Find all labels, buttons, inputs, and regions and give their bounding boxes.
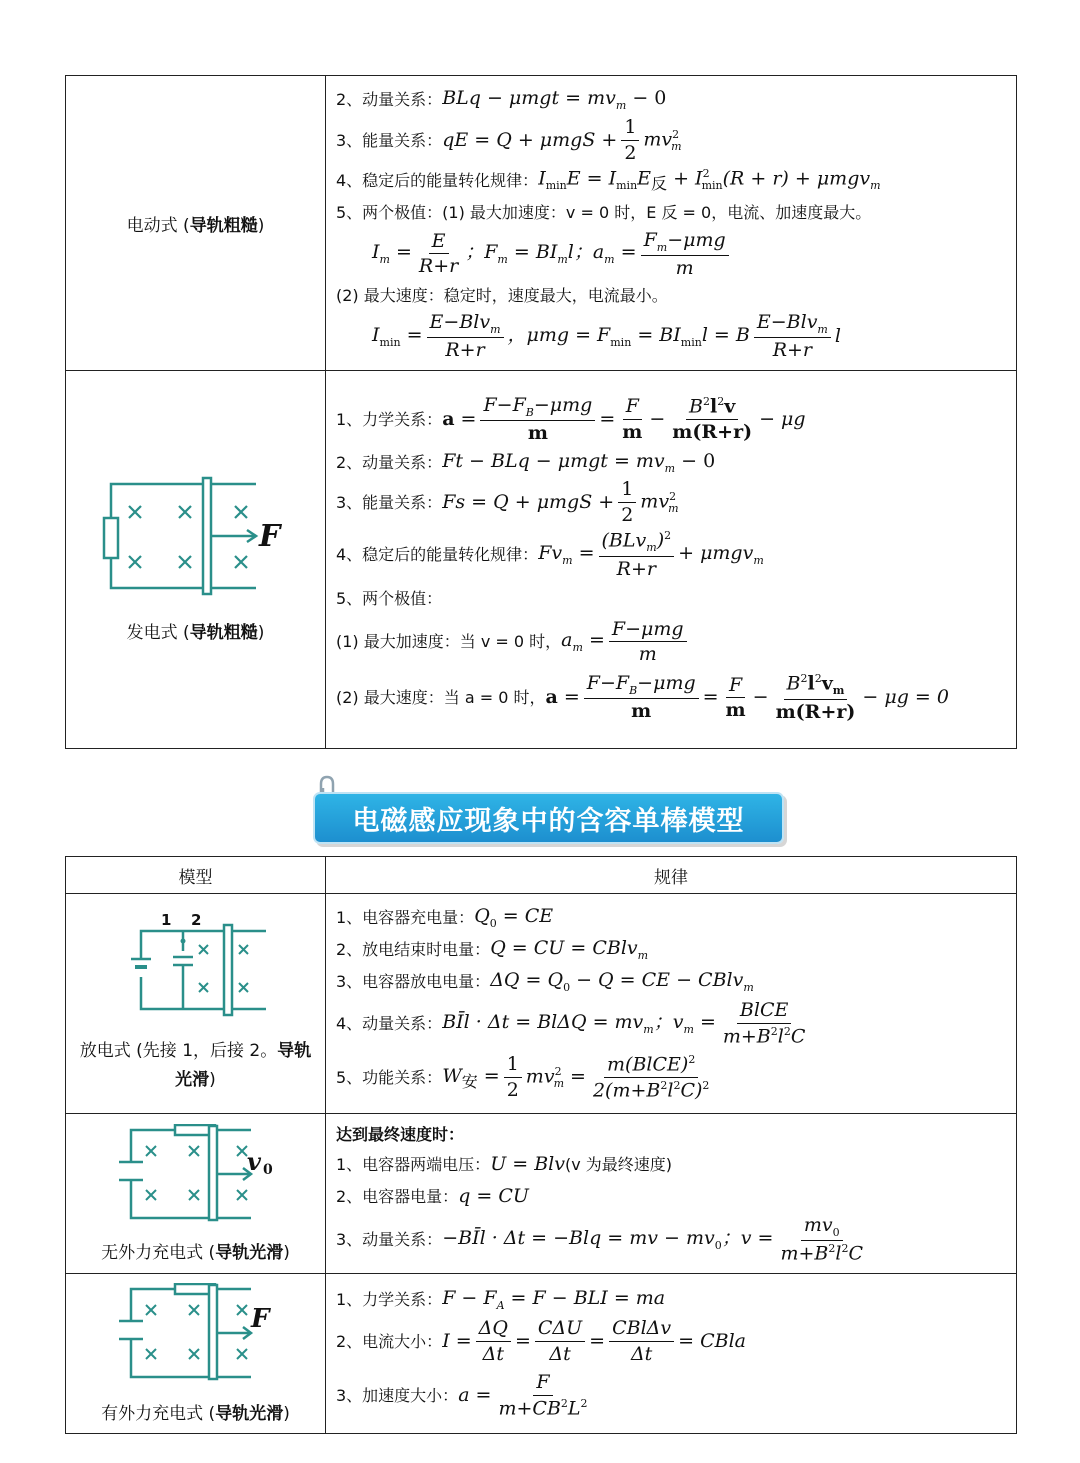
model-cell bbox=[66, 894, 326, 1114]
rule-label: (1) 最大加速度：当 v = 0 时， bbox=[336, 632, 562, 652]
rule-line bbox=[336, 229, 1006, 280]
rule-line bbox=[336, 1284, 1006, 1316]
model-caption bbox=[66, 1399, 325, 1424]
formula: a = bbox=[458, 1384, 492, 1407]
rule-label: 5、功能关系： bbox=[336, 1067, 443, 1087]
formula: − μg bbox=[759, 407, 806, 430]
formula: q = CU bbox=[458, 1185, 529, 1208]
formula: ；$F_m = BI_ml$；$a_m$ = bbox=[465, 241, 637, 267]
rule-line bbox=[336, 1213, 1006, 1267]
force-label: F bbox=[250, 1304, 269, 1334]
caption-bold: 导轨粗糙 bbox=[189, 623, 258, 643]
rule-cell bbox=[326, 1274, 1017, 1434]
rule-label: 4、稳定后的能量转化规律： bbox=[336, 170, 539, 190]
fraction: $\frac{\Delta Q}{\Delta t}$ bbox=[476, 1317, 511, 1366]
fraction: $\frac{F-F_B-\mu mg}{m}$ bbox=[584, 672, 699, 723]
table-row bbox=[66, 1114, 1017, 1274]
caption-text: ) bbox=[257, 215, 265, 236]
rule-line bbox=[336, 1050, 1006, 1106]
formula: Q = CU = CBlv$_m$ bbox=[490, 937, 649, 962]
caption-bold: 导轨光滑 bbox=[215, 1243, 284, 1263]
table-row bbox=[66, 371, 1017, 749]
rule-line bbox=[336, 583, 1006, 615]
rule-label: 2、放电结束时电量： bbox=[336, 939, 491, 959]
section-title: 电磁感应现象中的含容单棒模型 bbox=[352, 805, 745, 837]
rule-line: 2、电流大小： I = $\frac{\Delta Q}{\Delta t}$ = $\frac{\text{CΔU}}{\Delta t}$ = $\frac{\text{CBlΔv}}{\Delta t}$ = CBla bbox=[336, 1317, 747, 1365]
formula: $I_{min}E = I_{min}E_反 + I^2_{min}(R + r) + \mu mgv_m$ bbox=[538, 167, 881, 194]
rule-line bbox=[336, 1121, 1006, 1149]
formula: $W_安$ = bbox=[442, 1064, 500, 1091]
fraction: $\frac{F}{m}$ bbox=[622, 394, 643, 443]
formula: $I_{min}$ = bbox=[372, 324, 423, 349]
rule-line bbox=[336, 165, 1006, 197]
formula: $\Delta Q = Q_0 - Q$ = CE − CBlv$_m$ bbox=[490, 969, 754, 994]
fraction: $\frac{mv_0}{m+B^2l^2C}$ bbox=[780, 1213, 863, 1265]
fraction: $\frac{F}{m+CB^2L^2}$ bbox=[498, 1371, 588, 1420]
fraction: $\frac{E-Blv_m}{R+r}$ bbox=[754, 311, 831, 362]
velocity-subscript: 0 bbox=[262, 1162, 273, 1178]
fraction: $\frac{(BLv_m)^2}{R+r}$ bbox=[599, 529, 675, 580]
header-rule: 规律 bbox=[326, 857, 1017, 894]
formula: $mv^2_m$ bbox=[640, 489, 679, 515]
rule-label: 3、动量关系： bbox=[336, 1229, 443, 1249]
caption-bold: 光滑 bbox=[175, 1069, 210, 1090]
formula: $a_m$ = bbox=[561, 629, 605, 655]
caption-bold: 导轨光滑 bbox=[215, 1404, 284, 1424]
fraction: $\frac{F}{m}$ bbox=[725, 673, 746, 722]
rule-line: 1、力学关系： a = $\frac{F-F_B-\mu mg}{m}$ = $\frac{F}{m}$ − $\frac{B^2l^2v}{m(R+r)}$ − μg bbox=[336, 393, 806, 444]
rule-line bbox=[336, 116, 1006, 165]
rule-cell bbox=[326, 1114, 1017, 1274]
fraction: $\frac{\text{F−μmg}}{m}$ bbox=[609, 618, 687, 667]
caption-text: 发电式 ( bbox=[126, 623, 190, 643]
caption-text: 放电式 (先接 1，后接 2。 bbox=[79, 1040, 278, 1061]
rule-cell bbox=[326, 76, 1017, 371]
rule-line bbox=[336, 197, 1006, 229]
no-external-force-circuit-diagram bbox=[111, 1124, 281, 1224]
fraction: $\frac{1}{2}$ bbox=[618, 478, 636, 527]
formula: BĪl · $\Delta t = Bl\Delta Q = mv_m$；$v_m$ = bbox=[442, 1011, 716, 1036]
fraction: $\frac{E-Blv_m}{R+r}$ bbox=[427, 311, 504, 362]
header-model: 模型 bbox=[66, 857, 326, 894]
formula: + μmgv$_m$ bbox=[678, 542, 764, 568]
rule-line bbox=[336, 1149, 1006, 1181]
rule-line bbox=[336, 446, 1006, 478]
fraction: $\frac{\text{BlCE}}{m+B^2l^2C}$ bbox=[722, 999, 806, 1048]
fraction: $\frac{1}{2}$ bbox=[504, 1053, 522, 1102]
formula: $mv^2_m$ = bbox=[525, 1064, 586, 1090]
formula: qE = Q + μmgS + bbox=[442, 128, 618, 151]
rule-label: 5、两个极值：(1) 最大加速度：v = 0 时，E 反 = 0，电流、加速度最大。 bbox=[336, 202, 872, 222]
formula: BLq − $\mu mgt = mv_m - 0$ bbox=[442, 87, 667, 113]
rule-label: 5、两个极值： bbox=[336, 589, 443, 609]
fraction: $\frac{1}{2}$ bbox=[621, 116, 639, 165]
rule-line bbox=[336, 84, 1006, 116]
rule-line bbox=[336, 279, 1006, 311]
fraction: $\frac{F-F_B-\mu mg}{m}$ bbox=[480, 394, 595, 445]
model-cell bbox=[66, 76, 326, 371]
rule-cell bbox=[326, 371, 1017, 749]
formula: = CBla bbox=[678, 1330, 747, 1353]
formula: $Q_0$ = CE bbox=[474, 905, 554, 930]
rule-label: 2、电容器电量： bbox=[336, 1186, 459, 1206]
rule-label: 4、稳定后的能量转化规律： bbox=[336, 545, 539, 565]
external-force-circuit-diagram bbox=[111, 1283, 281, 1383]
rule-label: 2、动量关系： bbox=[336, 90, 443, 110]
model-caption bbox=[66, 618, 325, 643]
rule-line bbox=[336, 934, 1006, 966]
formula: $I_m$ = bbox=[372, 241, 412, 267]
caption-text: 电动式 ( bbox=[126, 215, 190, 236]
model-cell bbox=[66, 1274, 326, 1434]
caption-text: ) bbox=[257, 623, 265, 643]
rule-label: (2) 最大速度：当 a = 0 时， bbox=[336, 688, 546, 708]
switch-label-2: 2 bbox=[190, 912, 201, 929]
rule-line bbox=[336, 478, 1006, 527]
table-row bbox=[66, 894, 1017, 1114]
model-cell bbox=[66, 371, 326, 749]
velocity-label: v bbox=[246, 1147, 261, 1176]
rule-label: 3、加速度大小： bbox=[336, 1385, 459, 1405]
rule-label: 3、能量关系： bbox=[336, 130, 443, 150]
section-title-banner bbox=[313, 792, 784, 844]
table-row bbox=[66, 1274, 1017, 1434]
force-label: F bbox=[258, 519, 280, 554]
fraction: $\frac{m(BlCE)^2}{2(m+B^2l^2C)^2}$ bbox=[592, 1052, 710, 1102]
caption-bold: 导轨粗糙 bbox=[189, 215, 258, 236]
rule-label: 1、力学关系： bbox=[336, 1289, 443, 1309]
rule-label: 1、力学关系： bbox=[336, 409, 443, 429]
fraction: $\frac{\text{CΔU}}{\Delta t}$ bbox=[535, 1317, 585, 1366]
caption-text: 无外力充电式 ( bbox=[101, 1243, 216, 1263]
rule-line: (2) 最大速度：当 a = 0 时， a = $\frac{F-F_B-\mu mg}{m}$ = $\frac{F}{m}$ − $\frac{B^2l^2v_m}{m(R+r)}$ − μg = 0 bbox=[336, 672, 949, 723]
caption-bold: 导轨 bbox=[277, 1040, 312, 1061]
generator-circuit-diagram bbox=[101, 476, 291, 596]
formula: ，$\mu mg = F_{min} = BI_{min}l = B$ bbox=[507, 324, 750, 349]
rule-label: 1、电容器充电量： bbox=[336, 907, 475, 927]
rule-line bbox=[336, 902, 1006, 934]
rule-line bbox=[336, 1181, 1006, 1213]
rule-label: 2、动量关系： bbox=[336, 452, 443, 472]
fraction: $\frac{\text{CBlΔv}}{\Delta t}$ bbox=[609, 1317, 674, 1366]
table-upper bbox=[65, 75, 1017, 749]
fraction: $\frac{F_m-\mu mg}{m}$ bbox=[641, 229, 729, 280]
rule-label: 3、能量关系： bbox=[336, 492, 443, 512]
rule-label: 2、电流大小： bbox=[336, 1331, 443, 1351]
rule-line bbox=[336, 1368, 1006, 1424]
model-cell bbox=[66, 1114, 326, 1274]
rule-heading: 达到最终速度时： bbox=[336, 1124, 465, 1144]
caption-text: ) bbox=[209, 1069, 216, 1090]
switch-label-1: 1 bbox=[160, 912, 171, 929]
formula: $mv^2_m$ bbox=[643, 127, 682, 153]
fraction: $\frac{B^2l^2v}{m(R+r)}$ bbox=[672, 394, 753, 443]
fraction: $\frac{B^2l^2v_m}{m(R+r)}$ bbox=[775, 672, 856, 723]
formula: a bbox=[442, 407, 455, 430]
formula: $Fv_m$ = bbox=[538, 542, 595, 568]
rule-label: 4、动量关系： bbox=[336, 1013, 443, 1033]
caption-text: ) bbox=[283, 1404, 290, 1424]
rule-note: (v 为最终速度) bbox=[564, 1154, 673, 1174]
formula: Ft − BLq − $\mu mgt = mv_m - 0$ bbox=[442, 449, 716, 475]
formula: a bbox=[545, 686, 558, 709]
formula: I = bbox=[442, 1330, 472, 1353]
rule-line bbox=[336, 615, 1006, 669]
model-caption bbox=[66, 1037, 325, 1095]
rule-line bbox=[336, 527, 1006, 583]
formula: − μg = 0 bbox=[862, 686, 949, 709]
rule-label: 1、电容器两端电压： bbox=[336, 1154, 491, 1174]
rule-line bbox=[336, 998, 1006, 1050]
fraction: $\frac{E}{R+r}$ bbox=[418, 229, 459, 278]
model-caption bbox=[66, 1238, 325, 1263]
rule-line bbox=[336, 966, 1006, 998]
rule-line bbox=[336, 311, 1006, 362]
formula: l bbox=[834, 325, 841, 348]
formula: U = Blv bbox=[490, 1153, 565, 1176]
table-lower bbox=[65, 856, 1017, 1434]
rule-label: 3、电容器放电电量： bbox=[336, 971, 491, 991]
caption-text: 有外力充电式 ( bbox=[101, 1404, 216, 1424]
model-caption bbox=[66, 211, 325, 236]
table-row bbox=[66, 76, 1017, 371]
table-header-row bbox=[66, 857, 1017, 894]
discharge-circuit-diagram bbox=[121, 913, 271, 1023]
rule-cell bbox=[326, 894, 1017, 1114]
rule-label: (2) 最大速度：稳定时，速度最大，电流最小。 bbox=[336, 285, 668, 305]
formula: Fs = Q + μmgS + bbox=[442, 491, 615, 514]
formula: $F - F_A = F$ − BLI = ma bbox=[442, 1287, 666, 1312]
caption-text: ) bbox=[283, 1243, 290, 1263]
formula: −BĪl · Δt = −Blq = mv − $mv_0$；v = bbox=[442, 1227, 774, 1252]
